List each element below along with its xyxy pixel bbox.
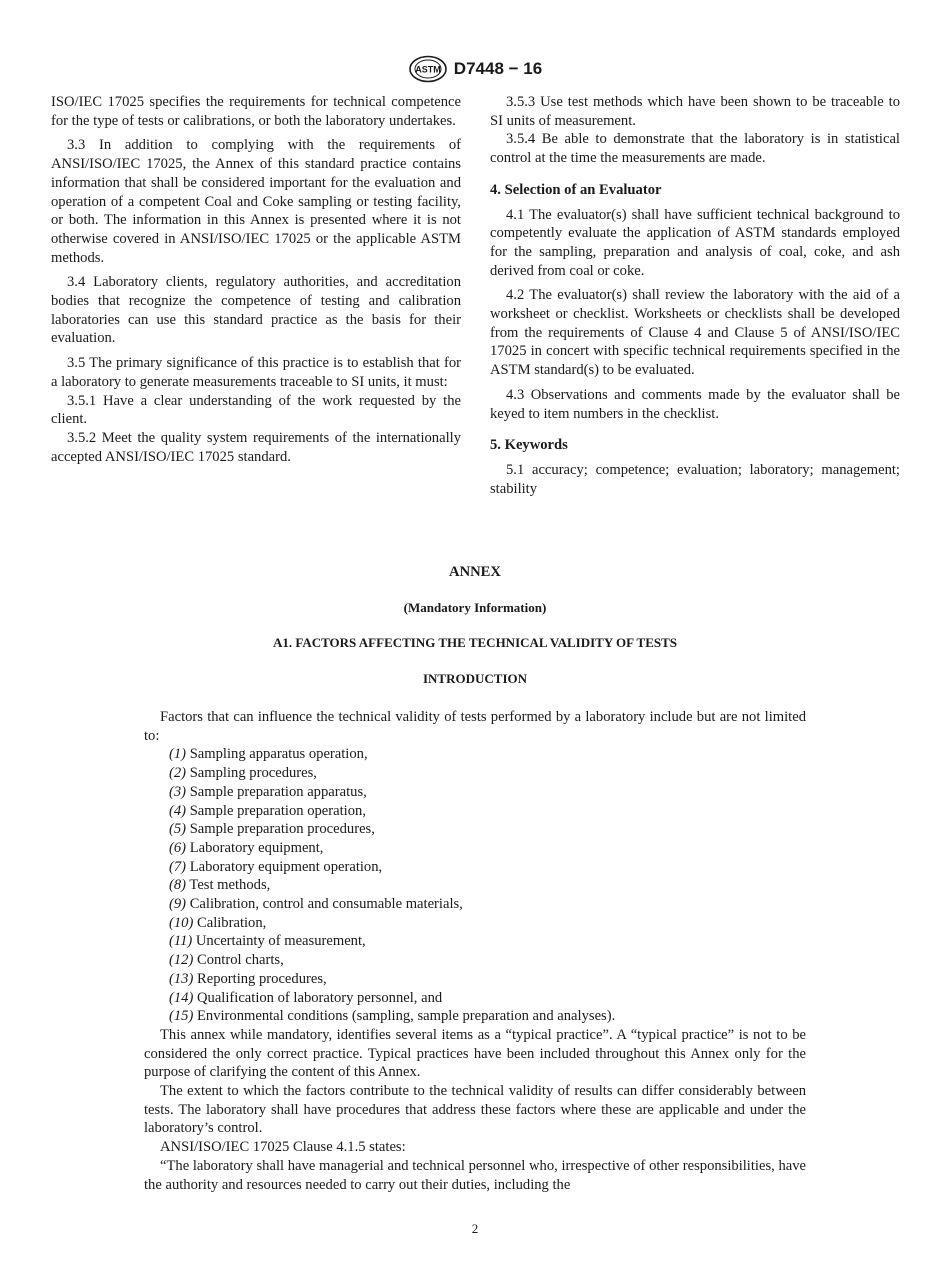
- left-column: [51, 93, 461, 472]
- list-item: (10) Calibration,: [169, 914, 267, 931]
- paragraph-4-1: 4.1 The evaluator(s) shall have sufficient technical background to competently evaluate the application of ASTM standards employed for the sampling, preparation and analysis of coal, coke, and ash derived from coal or coke.: [490, 206, 900, 279]
- right-column: [490, 93, 900, 504]
- list-item: (9) Calibration, control and consumable materials,: [169, 896, 463, 913]
- paragraph-3-2-continued: ISO/IEC 17025 specifies the requirements for technical competence for the type of tests or calibrations, or both the laboratory undertakes.: [51, 94, 461, 129]
- list-item: (2) Sampling procedures,: [169, 765, 317, 782]
- list-item: (7) Laboratory equipment operation,: [169, 858, 383, 875]
- paragraph-5-1: 5.1 accuracy; competence; evaluation; laboratory; management; stability: [490, 461, 900, 497]
- section-5-heading: 5. Keywords: [490, 437, 568, 454]
- typical-practice-paragraph: This annex while mandatory, identifies several items as a “typical practice”. A “typical practice” is not to be considered the only correct practice. Typical practices have been included throughout this Annex only for the purpose of clarifying the content of this Annex.: [144, 1026, 806, 1081]
- intro-lead: Factors that can influence the technical validity of tests performed by a laboratory include but are not limited to:: [144, 709, 806, 744]
- extent-paragraph: The extent to which the factors contribute to the technical validity of results can differ considerably between tests. The laboratory shall have procedures that address these factors where these are applicable and under the laboratory’s control.: [144, 1083, 806, 1137]
- astm-logo-icon: [408, 55, 448, 83]
- list-item: (13) Reporting procedures,: [169, 970, 327, 987]
- list-item: (4) Sample preparation operation,: [169, 802, 366, 819]
- section-4-heading: 4. Selection of an Evaluator: [490, 181, 662, 198]
- annex-subtitle: (Mandatory Information): [403, 600, 547, 615]
- paragraph-3-4: 3.4 Laboratory clients, regulatory authorities, and accreditation bodies that recognize the competence of testing and calibration laboratories can use this standard practice as the basis for their evaluation.: [51, 274, 461, 347]
- paragraph-4-3: 4.3 Observations and comments made by the evaluator shall be keyed to item numbers in the checklist.: [490, 386, 900, 422]
- paragraph-3-5-1: 3.5.1 Have a clear understanding of the work requested by the client.: [51, 392, 461, 428]
- list-item: (12) Control charts,: [169, 952, 284, 969]
- list-item: (15) Environmental conditions (sampling, sample preparation and analyses).: [169, 1008, 616, 1025]
- svg-text:ASTM: ASTM: [415, 64, 441, 75]
- page-number: 2: [471, 1221, 479, 1236]
- list-item: (5) Sample preparation procedures,: [169, 821, 375, 838]
- introduction-body: [144, 708, 806, 1194]
- list-item: (14) Qualification of laboratory personnel, and: [169, 989, 443, 1006]
- paragraph-3-5-4: 3.5.4 Be able to demonstrate that the laboratory is in statistical control at the time the measurements are made.: [490, 131, 900, 167]
- clause-quote: “The laboratory shall have managerial and technical personnel who, irrespective of other responsibilities, have the authority and resources needed to carry out their duties, including the: [144, 1157, 806, 1193]
- list-item: (3) Sample preparation apparatus,: [169, 783, 367, 800]
- list-item: (6) Laboratory equipment,: [169, 839, 324, 856]
- paragraph-3-3: 3.3 In addition to complying with the requirements of ANSI/ISO/IEC 17025, the Annex of this standard practice contains information that shall be considered important for the evaluation and operation of a competent Coal and Coke sampling or testing facility, or both. The information in this Annex is presented where it is not otherwise covered in ANSI/ISO/IEC 17025 or the applicable ASTM methods.: [51, 137, 461, 266]
- paragraph-3-5: 3.5 The primary significance of this practice is to establish that for a laboratory to generate measurements traceable to SI units, it must:: [51, 355, 461, 390]
- annex-title: ANNEX: [449, 564, 501, 580]
- paragraph-3-5-3: 3.5.3 Use test methods which have been shown to be traceable to SI units of measurement.: [490, 94, 900, 129]
- clause-reference: ANSI/ISO/IEC 17025 Clause 4.1.5 states:: [160, 1139, 406, 1156]
- page-header: [0, 56, 950, 82]
- list-item: (1) Sampling apparatus operation,: [169, 746, 368, 763]
- introduction-heading: INTRODUCTION: [422, 671, 527, 686]
- paragraph-3-5-2: 3.5.2 Meet the quality system requirements of the internationally accepted ANSI/ISO/IEC 17025 standard.: [51, 429, 461, 465]
- document-id: D7448 − 16: [453, 59, 543, 78]
- paragraph-4-2: 4.2 The evaluator(s) shall review the laboratory with the aid of a worksheet or checklist. Worksheets or checklists shall be developed from the requirements of Clause 4 and Clause 5 of ANSI/ISO/IEC 17025 in concert with specific technical requirements specified in the ASTM standard(s) to be evaluated.: [490, 287, 900, 379]
- list-item: (8) Test methods,: [169, 877, 271, 894]
- annex-a1-title: A1. FACTORS AFFECTING THE TECHNICAL VALIDITY OF TESTS: [272, 635, 678, 650]
- list-item: (11) Uncertainty of measurement,: [169, 933, 366, 950]
- factors-list: [144, 745, 806, 1026]
